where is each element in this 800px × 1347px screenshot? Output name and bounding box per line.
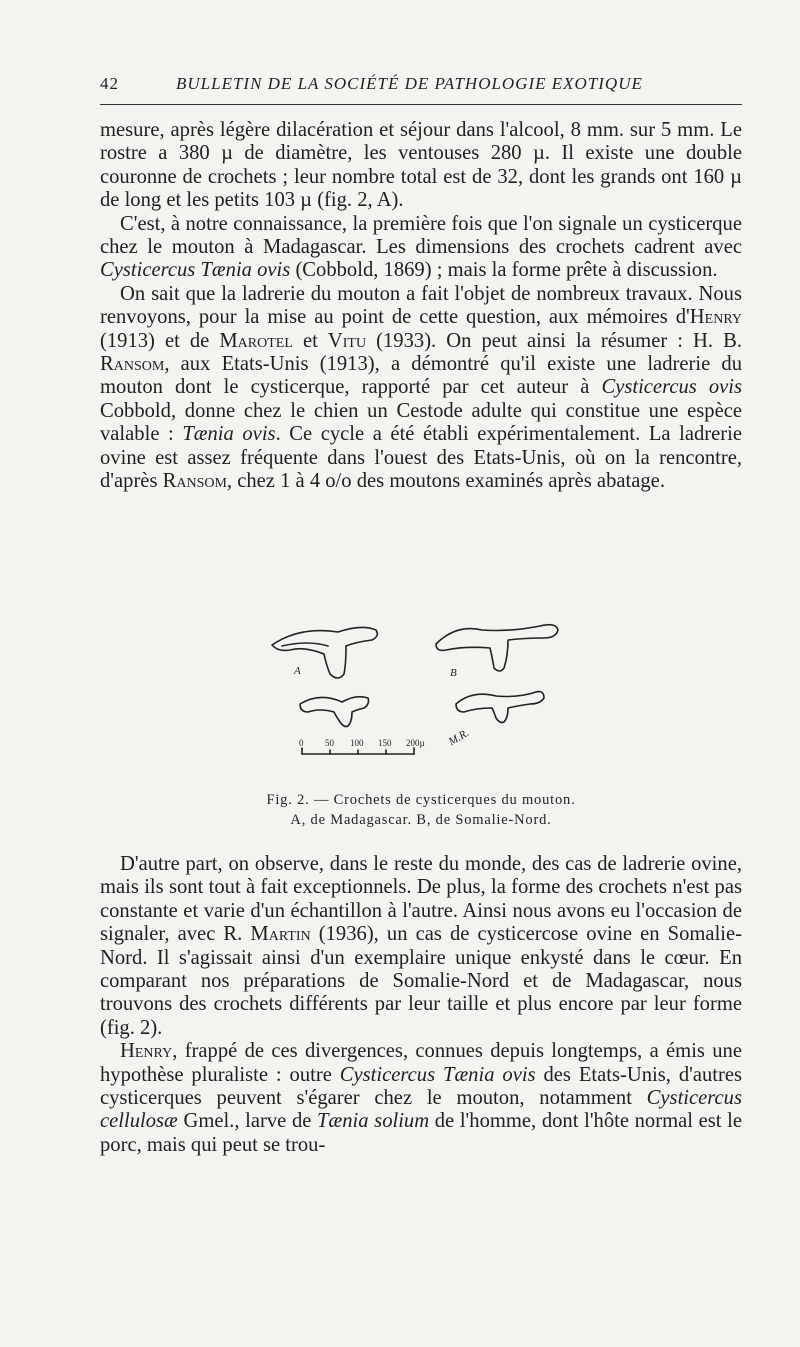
taxon-name: Tænia solium [317, 1110, 430, 1133]
paragraph-henry-hypothesis: Henry, frappé de ces divergences, connues depuis longtemps, a émis une hypothèse pluraliste : outre Cysticercus Tænia ovis des Etats-Unis, d'autres cysticerques peuvent s'égarer chez le mouton, notamment Cysticercus cellulosæ Gmel., larve de Tænia solium de l'homme, dont l'hôte normal est le porc, mais qui peut se trou- [100, 1040, 742, 1156]
artist-initials: M.R. [446, 726, 472, 749]
author-name: Henry [689, 306, 742, 329]
paragraph-literature: On sait que la ladrerie du mouton a fait l'objet de nombreux travaux. Nous renvoyons, pour la mise au point de cette question, aux mémoires d'Henry (1913) et de Marotel et Vitu (1933). On peut ainsi la résumer : H. B. Ransom, aux Etats-Unis (1913), a démontré qu'il existe une ladrerie du mouton dont le cysticerque, rapporté par cet auteur à Cysticercus ovis Cobbold, donne chez le chien un Cestode adulte qui constitue une espèce valable : Tænia ovis. Ce cycle a été établi expérimentalement. La ladrerie ovine est assez fréquente dans l'ouest des Etats-Unis, où on la rencontre, d'après Ransom, chez 1 à 4 o/o des moutons examinés après abatage. [100, 282, 743, 493]
scale-label: 0 [299, 738, 304, 748]
paragraph-somalia: D'autre part, on observe, dans le reste du monde, des cas de ladrerie ovine, mais ils sont tout à fait exceptionnels. De plus, la forme des crochets n'est pas constante et varie d'un échantillon à l'autre. Ainsi nous avons eu l'occasion de signaler, avec R. Martin (1936), un cas de cysticercose ovine en Somalie-Nord. Il s'agissait ainsi d'un exemplaire unique enkysté dans le cœur. En comparant nos préparations de Somalie-Nord et de Madagascar, nous trouvons des crochets différents par leur taille et plus encore par leur forme (fig. 2). [100, 853, 743, 1039]
scale-label: 150 [378, 738, 392, 748]
taxon-name: Cysticercus ovis [601, 376, 743, 399]
hook-a-large [272, 627, 377, 678]
page-number: 42 [100, 74, 119, 93]
running-title: BULLETIN DE LA SOCIÉTÉ DE PATHOLOGIE EXOTIQUE [176, 74, 643, 93]
text-block-top [100, 119, 742, 494]
hook-b-large [436, 625, 558, 671]
text-block-bottom [100, 853, 742, 1157]
author-name: Martin [250, 923, 311, 946]
figure-caption [100, 790, 742, 830]
paragraph-measures: mesure, après légère dilacération et séjour dans l'alcool, 8 mm. sur 5 mm. Le rostre a 380 µ de diamètre, les ventouses 280 µ. Il existe une double couronne de crochets ; leur nombre total est de 32, dont les grands ont 160 µ de long et les petits 103 µ (fig. 2, A). [100, 119, 742, 212]
author-name: Vitu [327, 329, 367, 352]
header-rule [100, 104, 742, 105]
caption-line-1: Fig. 2. — Crochets de cysticerques du mouton. [266, 792, 576, 808]
taxon-name: Tænia ovis [182, 423, 276, 446]
scale-label: 100 [350, 738, 364, 748]
author-name: Henry [120, 1040, 173, 1063]
author-name: Ransom [100, 353, 165, 376]
figure-hooks [260, 612, 620, 782]
hook-a-small [300, 697, 369, 727]
hooks-drawing [260, 612, 620, 782]
taxon-name: Cysticercus Tænia ovis [100, 259, 291, 282]
caption-line-2: A, de Madagascar. B, de Somalie-Nord. [290, 812, 552, 828]
hook-b-small [456, 692, 544, 723]
author-name: Ransom [162, 470, 227, 493]
taxon-name: Cysticercus cellulosæ [100, 1087, 742, 1133]
scale-label: 50 [325, 738, 334, 748]
author-name: Marotel [219, 329, 293, 352]
label-a: A [294, 665, 301, 677]
paragraph-first-report: C'est, à notre connaissance, la première fois que l'on signale un cysticerque chez le mouton à Madagascar. Les dimensions des crochets cadrent avec Cysticercus Tænia ovis (Cobbold, 1869) ; mais la forme prête à discussion. [100, 212, 742, 282]
taxon-name: Cysticercus Tænia ovis [339, 1063, 536, 1086]
label-b: B [450, 667, 457, 679]
scale-label: 200µ [406, 738, 425, 748]
